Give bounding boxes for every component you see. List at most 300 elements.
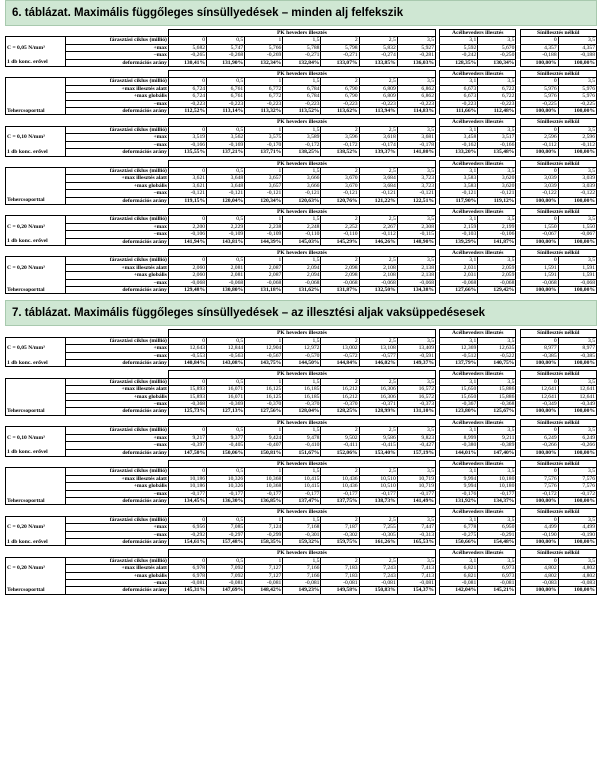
row-label: fárasztási ciklus (millió) [65, 516, 168, 523]
table-cell: 0 [520, 427, 558, 434]
table-cell: 2,596 [520, 134, 558, 141]
table-cell: -0,563 [207, 352, 245, 359]
table-cell: 2,138 [397, 272, 435, 279]
table-cell: 3,039 [520, 182, 558, 189]
table-cell: 128,35% [440, 59, 478, 66]
header-sin: Sínillesztés nélkül [520, 160, 596, 167]
table-cell: 16,071 [207, 386, 245, 393]
table-cell: 100,00% [558, 149, 596, 156]
table-cell: 152,06% [321, 449, 359, 456]
table-cell: 159,32% [283, 538, 321, 545]
block-label [6, 393, 66, 400]
header-pk: PK heveders illesztés [168, 509, 435, 516]
row-label: +max globális [65, 272, 168, 279]
row-label: deformációs arány [65, 449, 168, 456]
table-cell: 3,5 [397, 337, 435, 344]
table-cell: 9,994 [440, 483, 478, 490]
table-cell: 125,67% [478, 408, 516, 415]
table-cell: -0,112 [520, 141, 558, 148]
table-cell: 119,12% [478, 197, 516, 204]
row-label: deformációs arány [65, 408, 168, 415]
table-header-row [6, 419, 597, 426]
table-cell: 112,52% [168, 108, 206, 115]
table-cell: -0,271 [321, 52, 359, 59]
table-cell: 12,635 [478, 345, 516, 352]
table-cell: 12,641 [520, 393, 558, 400]
table-cell: -0,068 [558, 279, 596, 286]
table-cell: 146,26% [359, 238, 397, 245]
table-cell: 113,94% [359, 108, 397, 115]
table-cell: 100,00% [520, 238, 558, 245]
table-cell: 6,722 [478, 85, 516, 92]
table-cell: 2,087 [245, 264, 283, 271]
table-cell: 0 [520, 78, 558, 85]
row-label: +max [65, 524, 168, 531]
table-cell: 2,5 [359, 37, 397, 44]
table-cell: -0,166 [168, 141, 206, 148]
row-label: –max [65, 141, 168, 148]
table-cell: 135,48% [478, 149, 516, 156]
table-cell: -0,397 [168, 442, 206, 449]
table-cell: 6,790 [321, 93, 359, 100]
table-row [6, 337, 597, 344]
table-cell: 149,58% [321, 587, 359, 594]
table-cell: -0,068 [440, 279, 478, 286]
table-cell: 3,5 [558, 557, 596, 564]
table-cell: 3,5 [397, 257, 435, 264]
table-cell: -0,305 [359, 531, 397, 538]
table-cell: 10,326 [207, 483, 245, 490]
table-cell: 3,5 [478, 126, 516, 133]
table-cell: -0,385 [558, 352, 596, 359]
table-cell: 10,326 [207, 475, 245, 482]
table-cell: 3,5 [558, 216, 596, 223]
table-cell: 16,071 [207, 393, 245, 400]
table-cell: 137,47% [283, 497, 321, 504]
table-cell: 2 [321, 337, 359, 344]
table-cell: 1,5 [283, 557, 321, 564]
block-label [6, 531, 66, 538]
table-cell: 3,039 [558, 175, 596, 182]
table-cell: 143,81% [207, 238, 245, 245]
table-cell: 141,49% [397, 497, 435, 504]
table-cell: 2 [321, 78, 359, 85]
table-cell: 0,5 [207, 37, 245, 44]
table-cell: 5,976 [520, 85, 558, 92]
header-blank [65, 460, 168, 467]
table-cell: 3,5 [558, 378, 596, 385]
table-cell: 1 [245, 37, 283, 44]
table-cell: 12,641 [520, 386, 558, 393]
table-cell: 13,108 [359, 345, 397, 352]
table-cell: 100,00% [520, 197, 558, 204]
table-header-row [6, 71, 597, 78]
block-label [6, 490, 66, 497]
table-cell: 154,61% [168, 538, 206, 545]
table-cell: -0,177 [207, 490, 245, 497]
header-blank [6, 249, 66, 256]
table-title: 7. táblázat. Maximális függőleges sínsüllyedések – az illesztési aljak vaksüppedésesek [5, 300, 597, 326]
row-label: +max [65, 44, 168, 51]
table-cell: 2,098 [321, 264, 359, 271]
table-cell: 154,48% [478, 538, 516, 545]
header-acel: Acélheveders illesztés [440, 249, 516, 256]
table-cell: -0,281 [397, 52, 435, 59]
table-cell: 5,832 [359, 44, 397, 51]
table-cell: -0,190 [520, 531, 558, 538]
table-cell: 148,90% [397, 238, 435, 245]
row-label: +max [65, 223, 168, 230]
table-cell: 113,32% [245, 108, 283, 115]
table-cell: 112,48% [478, 108, 516, 115]
header-acel: Acélheveders illesztés [440, 119, 516, 126]
table-header-row [6, 160, 597, 167]
table-cell: 1,550 [558, 223, 596, 230]
table-cell: 7,243 [359, 565, 397, 572]
row-label: +max illesztés alatt [65, 175, 168, 182]
block-label [6, 216, 66, 223]
table-cell: 3,5 [558, 37, 596, 44]
table-cell: 2 [321, 167, 359, 174]
table-cell: 3,5 [397, 427, 435, 434]
table-cell: 2,596 [558, 134, 596, 141]
table-cell: 113,52% [283, 108, 321, 115]
table-cell: 1 [245, 516, 283, 523]
table-cell: -0,115 [397, 231, 435, 238]
row-label: –max [65, 190, 168, 197]
table-cell: 15,886 [478, 386, 516, 393]
table-cell: 131,10% [397, 408, 435, 415]
block-label [6, 378, 66, 385]
block-label [6, 141, 66, 148]
table-cell: 7,413 [397, 565, 435, 572]
table-cell: 1 [245, 126, 283, 133]
table-cell: 138,25% [283, 149, 321, 156]
table-cell: -0,122 [558, 190, 596, 197]
table-cell: 10,368 [245, 483, 283, 490]
table-cell: -0,122 [520, 190, 558, 197]
table-cell: 2 [321, 216, 359, 223]
table-cell: 6,724 [168, 93, 206, 100]
table-cell: 100,00% [558, 538, 596, 545]
table-cell: 1 [245, 216, 283, 223]
table-cell: -0,371 [359, 401, 397, 408]
table-cell: 3,583 [440, 182, 478, 189]
table-cell: 0 [520, 516, 558, 523]
table-cell: -0,177 [397, 490, 435, 497]
table-cell: 1,591 [558, 264, 596, 271]
table-cell: 15,893 [168, 386, 206, 393]
block-label: 1 db konc. erővel [6, 449, 66, 456]
table-cell: 157,19% [397, 449, 435, 456]
table-cell: -0,223 [397, 100, 435, 107]
block-label [6, 557, 66, 564]
table-row [6, 141, 597, 148]
table-cell: 158,35% [245, 538, 283, 545]
block-label [6, 272, 66, 279]
table-cell: 5,976 [558, 85, 596, 92]
table-cell: 136,03% [397, 59, 435, 66]
header-acel: Acélheveders illesztés [440, 71, 516, 78]
table-cell: 133,07% [321, 59, 359, 66]
row-label: –max [65, 490, 168, 497]
block-label [6, 427, 66, 434]
row-label: +max globális [65, 393, 168, 400]
table-cell: 3,5 [558, 78, 596, 85]
row-label: deformációs arány [65, 197, 168, 204]
row-label: –max [65, 580, 168, 587]
block-label [6, 468, 66, 475]
table-cell: -0,106 [478, 231, 516, 238]
data-table [5, 460, 597, 505]
table-cell: 0,5 [207, 216, 245, 223]
table-cell: 100,00% [558, 59, 596, 66]
table-cell: -0,301 [283, 531, 321, 538]
table-cell: -0,081 [440, 580, 478, 587]
table-cell: 2,094 [283, 272, 321, 279]
row-label: fárasztási ciklus (millió) [65, 78, 168, 85]
row-label: –max [65, 442, 168, 449]
table-cell: 6,973 [478, 565, 516, 572]
table-cell: -0,177 [168, 490, 206, 497]
table-cell: 0 [168, 126, 206, 133]
table-cell: 3,684 [359, 175, 397, 182]
table-row [6, 449, 597, 456]
row-label: deformációs arány [65, 59, 168, 66]
table-cell: 111,66% [440, 108, 478, 115]
row-label: +max globális [65, 182, 168, 189]
table-cell: 10,415 [283, 475, 321, 482]
header-blank [6, 208, 66, 215]
table-cell: 0 [168, 78, 206, 85]
table-cell: 131,62% [283, 287, 321, 294]
table-cell: 6,950 [478, 524, 516, 531]
table-cell: -0,121 [440, 190, 478, 197]
block-label [6, 93, 66, 100]
table-cell: 0,5 [207, 78, 245, 85]
table-cell: 6,722 [478, 93, 516, 100]
block-label [6, 475, 66, 482]
table-cell: -0,349 [520, 401, 558, 408]
row-label: –max [65, 231, 168, 238]
table-cell: -0,577 [359, 352, 397, 359]
header-acel: Acélheveders illesztés [440, 460, 516, 467]
table-cell: 119,15% [168, 197, 206, 204]
table-cell: -0,223 [283, 100, 321, 107]
table-cell: 5,927 [397, 44, 435, 51]
table-row [6, 524, 597, 531]
table-cell: 7,085 [207, 524, 245, 531]
table-cell: -0,411 [321, 442, 359, 449]
table-cell: 0 [520, 378, 558, 385]
table-cell: 133,85% [359, 59, 397, 66]
table-cell: -0,512 [440, 352, 478, 359]
table-cell: 4,499 [558, 524, 596, 531]
table-cell: -0,591 [397, 352, 435, 359]
table-cell: 16,306 [359, 393, 397, 400]
data-table [5, 419, 597, 457]
table-cell: 4,802 [558, 565, 596, 572]
table-cell: 128,25% [321, 408, 359, 415]
table-cell: 2 [321, 378, 359, 385]
table-cell: 144,39% [245, 238, 283, 245]
table-cell: 3,5 [478, 468, 516, 475]
table-cell: -0,169 [207, 141, 245, 148]
table-cell: -0,110 [283, 231, 321, 238]
block-label [6, 37, 66, 44]
table-cell: 144,84% [321, 360, 359, 367]
table-cell: 137,75% [321, 497, 359, 504]
table-cell: 3,5 [478, 516, 516, 523]
header-acel: Acélheveders illesztés [440, 509, 516, 516]
table-cell: 1,5 [283, 78, 321, 85]
table-cell: 8,999 [440, 434, 478, 441]
table-cell: 1,550 [520, 223, 558, 230]
table-row [6, 182, 597, 189]
table-cell: 100,00% [520, 538, 558, 545]
table-cell: 7,092 [207, 572, 245, 579]
table-cell: 3,5 [478, 378, 516, 385]
table-cell: 16,125 [245, 386, 283, 393]
header-blank [65, 371, 168, 378]
header-sin: Sínillesztés nélkül [520, 330, 596, 337]
table-row [6, 516, 597, 523]
header-blank [65, 419, 168, 426]
table-cell: 3,681 [397, 134, 435, 141]
header-blank [6, 509, 66, 516]
table-cell: 100,00% [520, 108, 558, 115]
table-cell: 12,641 [558, 393, 596, 400]
table-row [6, 108, 597, 115]
table-cell: 6,249 [558, 434, 596, 441]
table-cell: 2 [321, 557, 359, 564]
table-cell: 6,809 [359, 93, 397, 100]
table-cell: 1,5 [283, 167, 321, 174]
table-cell: 3,5 [558, 337, 596, 344]
table-cell: -0,081 [321, 580, 359, 587]
header-blank [6, 30, 66, 37]
table-cell: 6,249 [520, 434, 558, 441]
table-cell: 3,1 [440, 378, 478, 385]
table-cell: 13,002 [321, 345, 359, 352]
row-label: fárasztási ciklus (millió) [65, 37, 168, 44]
table-cell: 131,92% [440, 497, 478, 504]
table-cell: 3,5 [478, 257, 516, 264]
table-cell: -0,121 [359, 190, 397, 197]
table-cell: -0,370 [245, 401, 283, 408]
table-cell: 3,723 [397, 175, 435, 182]
table-cell: 16,306 [359, 386, 397, 393]
table-cell: -0,081 [397, 580, 435, 587]
row-label: –max [65, 531, 168, 538]
table-cell: 2,060 [168, 264, 206, 271]
table-cell: 2,081 [207, 264, 245, 271]
header-acel: Acélheveders illesztés [440, 371, 516, 378]
table-cell: 7,243 [359, 572, 397, 579]
table-cell: 6,772 [245, 93, 283, 100]
table-cell: -0,177 [321, 490, 359, 497]
block-label [6, 257, 66, 264]
block-label: Tehercsoporttal [6, 108, 66, 115]
table-cell: -0,121 [207, 190, 245, 197]
data-table [5, 370, 597, 415]
table-cell: 1 [245, 557, 283, 564]
data-table [5, 249, 597, 294]
row-label: deformációs arány [65, 238, 168, 245]
table-cell: 132,50% [359, 287, 397, 294]
table-cell: 127,56% [245, 408, 283, 415]
table-header-row [6, 249, 597, 256]
table-cell: 154,37% [397, 587, 435, 594]
table-cell: -0,121 [478, 190, 516, 197]
row-label: fárasztási ciklus (millió) [65, 126, 168, 133]
table-cell: 12,641 [558, 386, 596, 393]
tables-content [5, 0, 597, 595]
table-cell: -0,110 [321, 231, 359, 238]
table-cell: 8,977 [558, 345, 596, 352]
data-table [5, 29, 597, 67]
table-cell: 9,502 [321, 434, 359, 441]
table-cell: 141,87% [478, 238, 516, 245]
table-cell: 7,166 [283, 565, 321, 572]
table-cell: 15,893 [168, 393, 206, 400]
table-cell: 2 [321, 37, 359, 44]
table-cell: 100,00% [558, 197, 596, 204]
table-cell: -0,188 [558, 52, 596, 59]
header-pk: PK heveders illesztés [168, 460, 435, 467]
table-cell: 1,591 [558, 272, 596, 279]
table-cell: 2,081 [207, 272, 245, 279]
table-cell: 120,34% [245, 197, 283, 204]
block-label [6, 572, 66, 579]
row-label: fárasztási ciklus (millió) [65, 167, 168, 174]
block-label [6, 100, 66, 107]
table-cell: 6,862 [397, 93, 435, 100]
block-label [6, 352, 66, 359]
block-label [6, 167, 66, 174]
table-cell: 10,186 [168, 483, 206, 490]
block-label: Tehercsoporttal [6, 287, 66, 294]
table-cell: -0,083 [520, 580, 558, 587]
row-label: –max [65, 52, 168, 59]
table-cell: 3,621 [168, 182, 206, 189]
table-cell: 141,94% [168, 238, 206, 245]
table-cell: 131,18% [245, 287, 283, 294]
table-cell: 136,85% [245, 497, 283, 504]
header-pk: PK heveders illesztés [168, 419, 435, 426]
table-cell: -0,299 [245, 531, 283, 538]
table-cell: 2 [321, 468, 359, 475]
table-row [6, 442, 597, 449]
table-cell: 5,766 [245, 44, 283, 51]
table-cell: 7,187 [321, 524, 359, 531]
table-cell: 6,809 [359, 85, 397, 92]
table-cell: 7,166 [283, 572, 321, 579]
table-cell: 161,26% [359, 538, 397, 545]
table-cell: -0,297 [207, 531, 245, 538]
table-cell: 1,5 [283, 516, 321, 523]
table-cell: 0 [168, 468, 206, 475]
table-cell: 100,00% [558, 238, 596, 245]
block-label [6, 126, 66, 133]
table-cell: 0 [168, 167, 206, 174]
table-cell: -0,162 [440, 141, 478, 148]
table-cell: 3,1 [440, 216, 478, 223]
table-cell: 3,684 [359, 182, 397, 189]
table-cell: 2,252 [321, 223, 359, 230]
table-cell: -0,292 [168, 531, 206, 538]
table-row [6, 378, 597, 385]
